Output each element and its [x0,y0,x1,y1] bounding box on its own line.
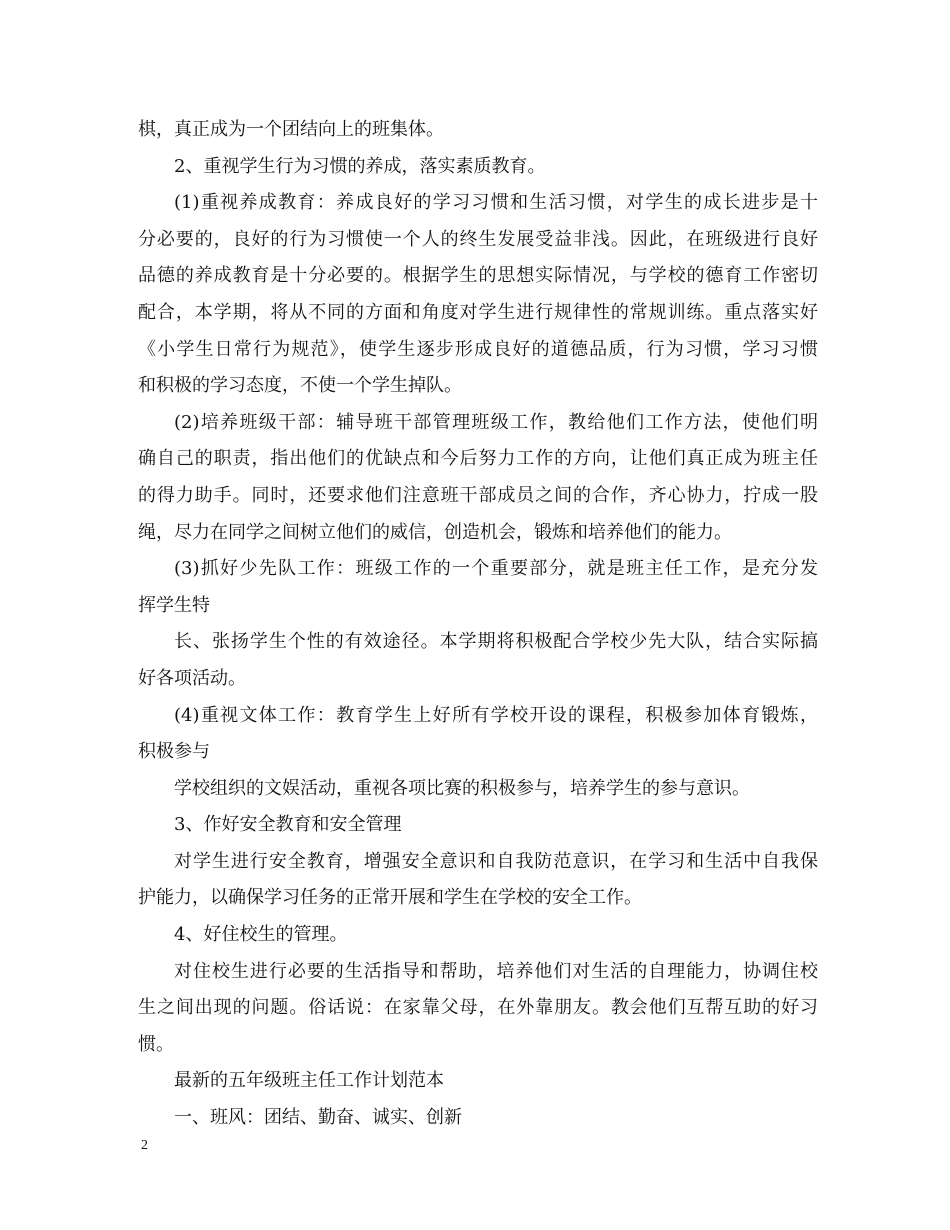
text-line: 最新的五年级班主任工作计划范本 [174,1070,444,1092]
text-line: 惯。 [138,1033,174,1055]
text-line: 对住校生进行必要的生活指导和帮助，培养他们对生活的自理能力，协调住校 [174,960,818,982]
text-line: 积极参与 [138,741,210,763]
text-line: 棋，真正成为一个团结向上的班集体。 [138,119,444,140]
text-line: (1)重视养成教育：养成良好的学习习惯和生活习惯，对学生的成长进步是十 [174,192,818,214]
document-body [138,112,818,1137]
text-line: 学校组织的文娱活动，重视各项比赛的积极参与，培养学生的参与意识。 [174,777,750,799]
text-line: 挥学生特 [138,594,210,616]
text-line: 确自己的职责，指出他们的优缺点和今后努力工作的方向，让他们真正成为班主任 [138,448,818,470]
text-line: 生之间出现的问题。俗话说：在家靠父母，在外靠朋友。教会他们互帮互助的好习 [138,997,818,1019]
text-line: 护能力，以确保学习任务的正常开展和学生在学校的安全工作。 [138,887,642,909]
text-line: (3)抓好少先队工作：班级工作的一个重要部分，就是班主任工作，是充分发 [174,558,818,580]
page-number: 2 [141,1138,148,1153]
text-line: (2)培养班级干部：辅导班干部管理班级工作，教给他们工作方法，使他们明 [174,411,818,433]
text-line: 长、张扬学生个性的有效途径。本学期将积极配合学校少先大队，结合实际搞 [174,631,818,653]
text-line: 对学生进行安全教育，增强安全意识和自我防范意识，在学习和生活中自我保 [174,850,818,872]
text-line: 好各项活动。 [138,667,246,689]
text-line: 品德的养成教育是十分必要的。根据学生的思想实际情况，与学校的德育工作密切 [138,265,818,287]
text-line: (4)重视文体工作：教育学生上好所有学校开设的课程，积极参加体育锻炼， [174,704,818,726]
text-line: 配合，本学期，将从不同的方面和角度对学生进行规律性的常规训练。重点落实好 [138,301,818,323]
text-line: 绳，尽力在同学之间树立他们的威信，创造机会，锻炼和培养他们的能力。 [138,521,732,543]
text-line: 一、班风：团结、勤奋、诚实、创新 [174,1107,462,1129]
text-line: 的得力助手。同时，还要求他们注意班干部成员之间的合作，齐心协力，拧成一股 [138,484,818,506]
text-line: 和积极的学习态度，不使一个学生掉队。 [138,375,462,397]
text-line: 分必要的，良好的行为习惯使一个人的终生发展受益非浅。因此，在班级进行良好 [138,228,818,250]
text-line: 《小学生日常行为规范》，使学生逐步形成良好的道德品质，行为习惯，学习习惯 [138,338,818,360]
text-line: 3、作好安全教育和安全管理 [174,814,402,836]
text-line: 4、好住校生的管理。 [174,924,348,946]
text-line: 2、重视学生行为习惯的养成，落实素质教育。 [174,155,546,177]
